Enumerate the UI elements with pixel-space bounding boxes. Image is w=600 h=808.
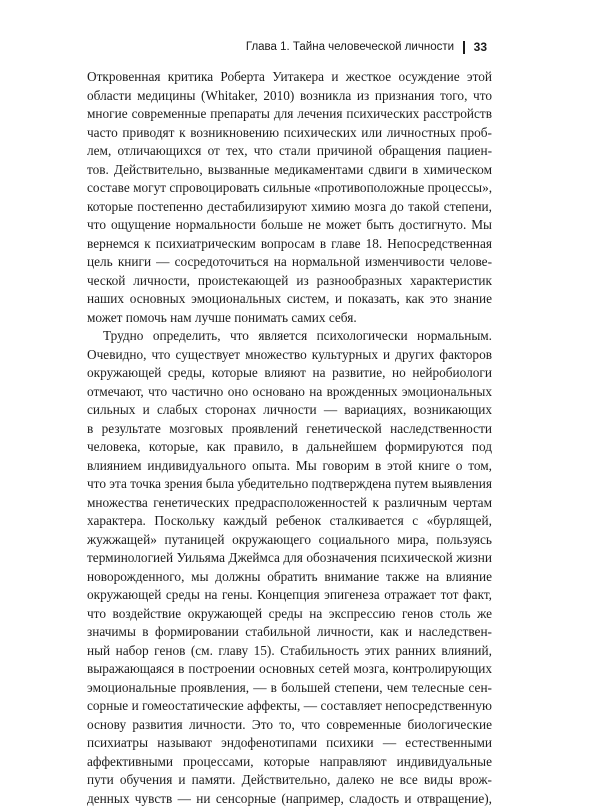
text-line: окружающей среды на гены. Концепция эпигенеза отражает тот факт,: [87, 586, 492, 605]
text-line: пути обучения и памяти. Действительно, далеко не все виды врож-: [87, 771, 492, 790]
text-line: вернемся к психиатрическим вопросам в главе 18. Непосредственная: [87, 235, 492, 254]
page-number: 33: [474, 40, 487, 54]
text-line: ческой личности, проистекающей из разнообразных характеристик: [87, 272, 492, 291]
header-separator: [463, 41, 465, 54]
text-line: основу развития личности. Это то, что современные биологические: [87, 716, 492, 735]
text-line: множества генетических предрасположенностей к различным чертам: [87, 494, 492, 513]
text-line: многие современные препараты для лечения психических расстройств: [87, 105, 492, 124]
text-line: жужжащей» путаницей окружающего социального мира, пользуясь: [87, 531, 492, 550]
text-line: тов. Действительно, вызванные медикаментами сдвиги в химическом: [87, 161, 492, 180]
text-line: значимы в формировании стабильной личности, как и наследствен-: [87, 623, 492, 642]
text-line: человека, которые, как правило, в дальнейшем формируются под: [87, 438, 492, 457]
text-line: Очевидно, что существует множество культурных и других факторов: [87, 346, 492, 365]
text-line: терминологией Уильяма Джеймса для обозначения психической жизни: [87, 549, 492, 568]
text-line: денных чувств — ни сенсорные (например, сладость и отвращение),: [87, 790, 492, 808]
text-line: может помочь нам лучше понимать самих себя.: [87, 309, 492, 328]
text-line: лем, отличающихся от тех, что стали причиной обращения пациен-: [87, 142, 492, 161]
text-line: часто приводят к возникновению психических или личностных проб-: [87, 124, 492, 143]
text-line: Откровенная критика Роберта Уитакера и жесткое осуждение этой: [87, 68, 492, 87]
text-line: влиянием индивидуального опыта. Мы говорим в этой книге о том,: [87, 457, 492, 476]
text-line: отмечают, что частично оно основано на врожденных эмоциональных: [87, 383, 492, 402]
text-line: аффективными процессами, которые направляют индивидуальные: [87, 753, 492, 772]
text-line: эмоциональные проявления, — в большей степени, чем телесные сен-: [87, 679, 492, 698]
text-line: психиатры называют эндофенотипами психики — естественными: [87, 734, 492, 753]
text-line: цель книги — сосредоточиться на нормальной изменчивости челове-: [87, 253, 492, 272]
text-line: характера. Поскольку каждый ребенок сталкивается с «бурлящей,: [87, 512, 492, 531]
running-head: [246, 40, 487, 54]
text-line: Трудно определить, что является психологически нормальным.: [87, 327, 492, 346]
text-line: сильных и слабых сторонах личности — вариациях, возникающих: [87, 401, 492, 420]
text-line: ный набор генов (см. главу 15). Стабильность этих ранних влияний,: [87, 642, 492, 661]
text-line: новорожденного, мы должны обратить внимание также на влияние: [87, 568, 492, 587]
text-line: которые постепенно дестабилизируют химию мозга до такой степени,: [87, 198, 492, 217]
text-line: сорные и гомеостатические аффекты, — составляет непосредственную: [87, 697, 492, 716]
text-line: что ощущение нормальности больше не может быть достигнуто. Мы: [87, 216, 492, 235]
text-line: окружающей среды, которые влияют на развитие, но нейробиологи: [87, 364, 492, 383]
text-line: области медицины (Whitaker, 2010) возникла из признания того, что: [87, 87, 492, 106]
text-line: составе могут спровоцировать сильные «противоположные процессы»,: [87, 179, 492, 198]
chapter-title: Глава 1. Тайна человеческой личности: [246, 41, 454, 53]
text-line: наших основных эмоциональных систем, и показать, как это знание: [87, 290, 492, 309]
body-text: [87, 68, 492, 808]
text-line: в результате мозговых проявлений генетической наследственности: [87, 420, 492, 439]
text-line: что эта точка зрения была убедительно подтверждена путем выявления: [87, 475, 492, 494]
text-line: что воздействие окружающей среды на экспрессию генов столь же: [87, 605, 492, 624]
text-line: выражающаяся в построении основных сетей мозга, контролирующих: [87, 660, 492, 679]
